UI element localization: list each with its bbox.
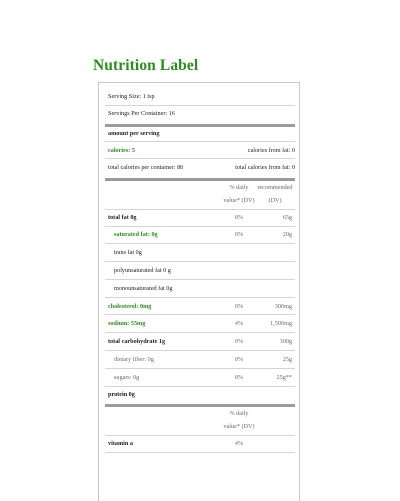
thick-divider — [105, 178, 295, 181]
nutrient-dv: 0% — [234, 356, 244, 363]
nutrient-dv: 0% — [234, 214, 244, 221]
divider — [105, 209, 295, 210]
serving-size: Serving Size: 1 tsp — [108, 93, 155, 100]
divider — [105, 350, 295, 351]
nutrient-name: protein 0g — [108, 391, 135, 398]
nutrient-name: total fat 0g — [108, 214, 137, 221]
divider — [105, 452, 295, 453]
nutrition-label — [98, 82, 300, 501]
rec-header-line2: (DV) — [268, 197, 282, 204]
divider — [105, 243, 295, 244]
divider — [105, 314, 295, 315]
nutrient-name: saturated fat: 0g — [114, 231, 158, 238]
nutrient-dv: 0% — [234, 303, 244, 310]
divider — [105, 297, 295, 298]
divider — [105, 158, 295, 159]
nutrient-name: cholesterol: 0mg — [108, 303, 152, 310]
nutrient-name: trans fat 0g — [114, 249, 142, 256]
calories-label: calories: 5 — [108, 147, 135, 154]
nutrient-name: sodium: 55mg — [108, 320, 146, 327]
nutrient-rec: 25g — [282, 356, 292, 363]
nutrient-name: polyunsaturated fat 0 g — [114, 267, 171, 274]
nutrient-dv: 4% — [234, 320, 244, 327]
rec-header-line1: recommended — [257, 184, 293, 191]
divider — [105, 141, 295, 142]
divider — [105, 261, 295, 262]
divider — [105, 226, 295, 227]
nutrient-name: dietary fiber: 0g — [114, 356, 154, 363]
dv-header-line1: % daily — [229, 184, 249, 191]
page-title: Nutrition Label — [93, 57, 199, 74]
total-calories-from-fat: total calories from fat: 0 — [235, 164, 295, 171]
vitamin-name: vitamin a — [108, 440, 133, 447]
vitamin-dv: 4% — [234, 440, 244, 447]
servings-per-container: Servings Per Container: 16 — [108, 110, 175, 117]
nutrient-rec: 1,500mg — [270, 320, 292, 327]
amount-per-serving: amount per serving — [108, 130, 160, 137]
nutrient-rec: 20g — [282, 231, 292, 238]
nutrient-dv: 0% — [234, 231, 244, 238]
divider — [105, 386, 295, 387]
nutrient-name: monounsaturated fat 0g — [114, 285, 173, 292]
nutrient-rec: 300mg — [274, 303, 292, 310]
nutrient-name: sugars: 0g — [114, 374, 140, 381]
nutrient-name: total carbohydrate 1g — [108, 338, 166, 345]
divider — [105, 368, 295, 369]
calories-from-fat: calories from fat: 0 — [247, 147, 295, 154]
total-calories: total calories per container: 80 — [108, 164, 184, 171]
divider — [105, 332, 295, 333]
thick-divider — [105, 404, 295, 407]
nutrient-rec: 65g — [282, 214, 292, 221]
nutrient-dv: 0% — [234, 374, 244, 381]
nutrient-rec: 300g — [279, 338, 292, 345]
vit-dv-header-line1: % daily — [229, 410, 249, 417]
thick-divider — [105, 124, 295, 127]
divider — [105, 435, 295, 436]
nutrient-dv: 0% — [234, 338, 244, 345]
nutrient-rec: 25g** — [276, 374, 292, 381]
vit-dv-header-line2: value* (DV) — [223, 423, 255, 430]
dv-header-line2: value* (DV) — [223, 197, 255, 204]
divider — [105, 279, 295, 280]
divider — [105, 105, 295, 106]
